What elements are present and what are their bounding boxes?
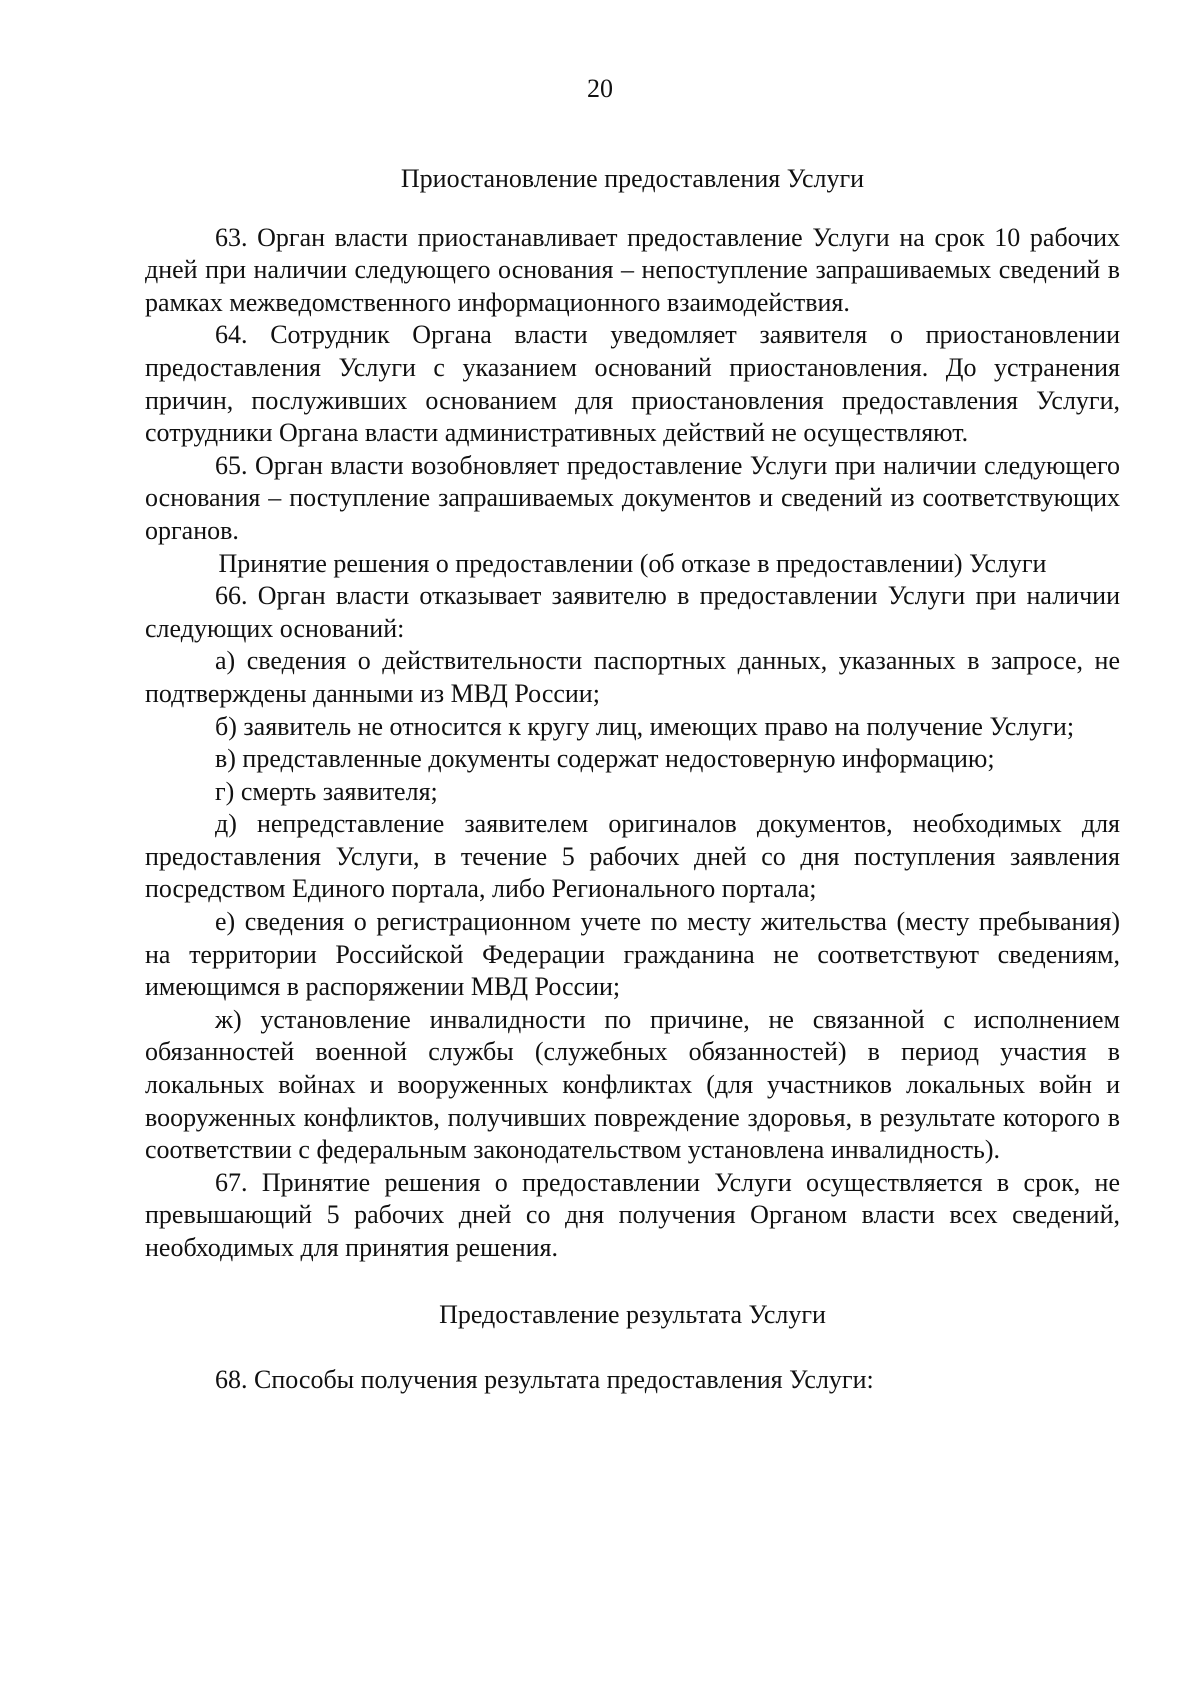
paragraph-65: 65. Орган власти возобновляет предоставление Услуги при наличии следующего основания – поступление запрашиваемых документов и сведений из соответствующих органов. [145, 450, 1120, 545]
paragraph-63: 63. Орган власти приостанавливает предоставление Услуги на срок 10 рабочих дней при наличии следующего основания – непоступление запрашиваемых сведений в рамках межведомственного информационного взаимодействия. [145, 222, 1120, 317]
paragraph-66-a: а) сведения о действительности паспортных данных, указанных в запросе, не подтверждены данными из МВД России; [145, 646, 1120, 708]
page-number: 20 [587, 74, 613, 103]
section-heading-decision: Принятие решения о предоставлении (об отказе в предоставлении) Услуги [218, 548, 1047, 578]
paragraph-66-b: б) заявитель не относится к кругу лиц, имеющих право на получение Услуги; [215, 711, 1075, 741]
paragraph-64: 64. Сотрудник Органа власти уведомляет заявителя о приостановлении предоставления Услуги с указанием оснований приостановления. До устранения причин, послуживших основанием для приостановления предоставления Услуги, сотрудники Органа власти административных действий не осуществляют. [145, 320, 1120, 448]
paragraph-66-g: г) смерть заявителя; [215, 776, 438, 806]
paragraph-66: 66. Орган власти отказывает заявителю в предоставлении Услуги при наличии следующих оснований: [145, 581, 1120, 643]
document-body [145, 163, 1120, 1397]
paragraph-68: 68. Способы получения результата предоставления Услуги: [215, 1365, 874, 1395]
paragraph-66-d: д) непредставление заявителем оригиналов документов, необходимых для предоставления Услуги, в течение 5 рабочих дней со дня поступления заявления посредством Единого портала, либо Регионального портала; [145, 809, 1120, 904]
section-heading-result: Предоставление результата Услуги [439, 1299, 826, 1329]
paragraph-66-zh: ж) установление инвалидности по причине, не связанной с исполнением обязанностей военной службы (служебных обязанностей) в период участия в локальных войнах и вооруженных конфликтах (для участников локальных войн и вооруженных конфликтов, получивших повреждение здоровья, в результате которого в соответствии с федеральным законодательством установлена инвалидность). [145, 1004, 1120, 1165]
paragraph-67: 67. Принятие решения о предоставлении Услуги осуществляется в срок, не превышающий 5 рабочих дней со дня получения Органом власти всех сведений, необходимых для принятия решения. [145, 1167, 1120, 1262]
section-heading-suspension: Приостановление предоставления Услуги [400, 164, 865, 193]
paragraph-66-v: в) представленные документы содержат недостоверную информацию; [215, 744, 995, 774]
paragraph-66-e: е) сведения о регистрационном учете по месту жительства (месту пребывания) на территории Российской Федерации гражданина не соответствуют сведениям, имеющимся в распоряжении МВД России; [145, 907, 1120, 1002]
